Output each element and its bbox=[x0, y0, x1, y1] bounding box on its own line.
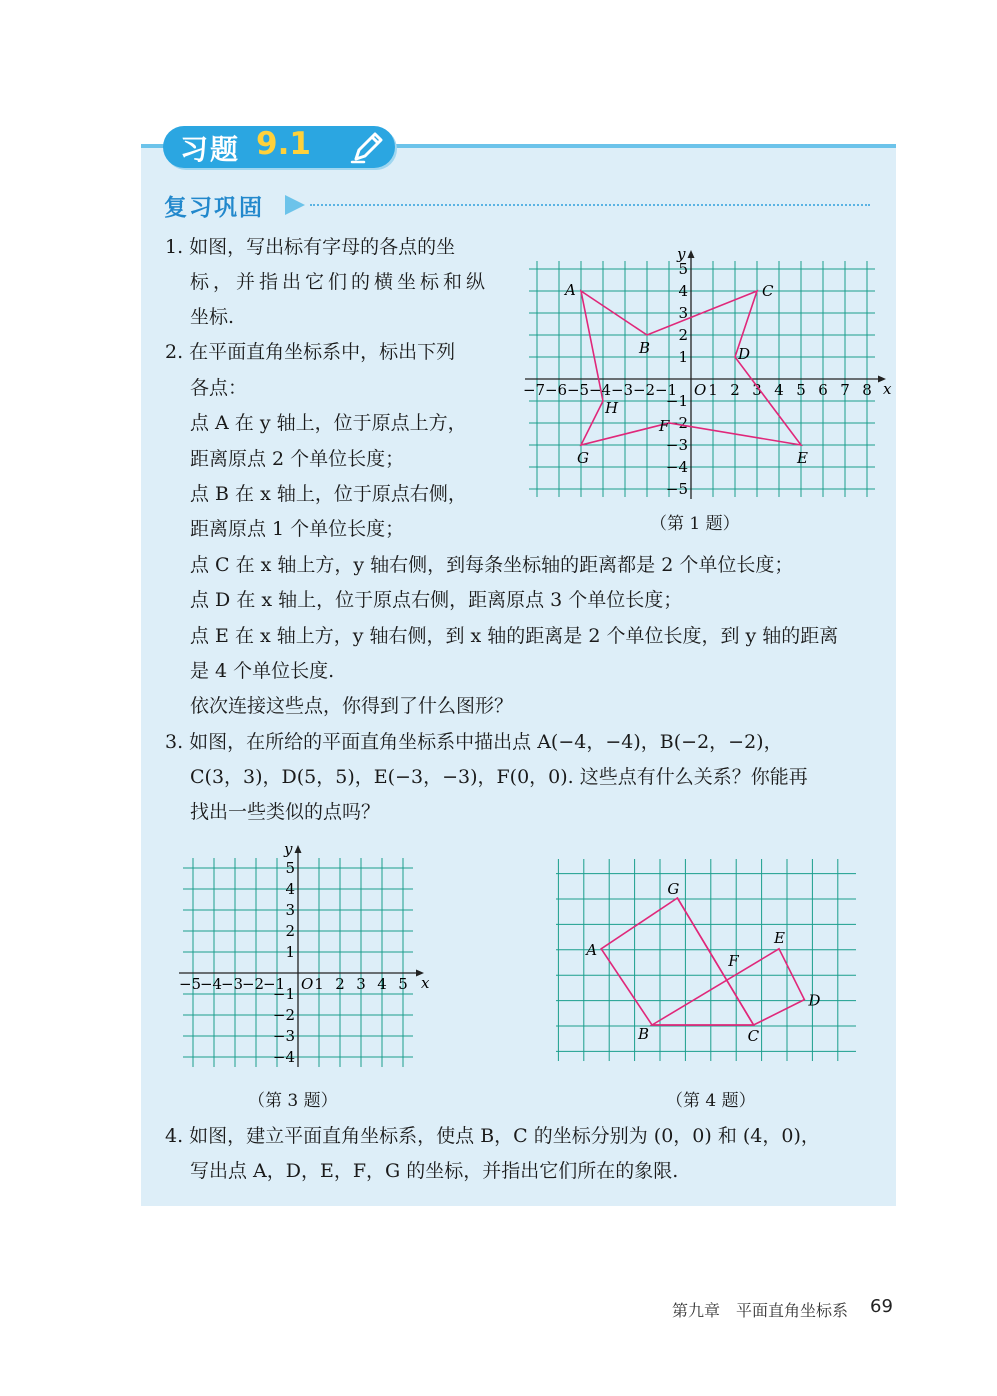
figure-1-caption: （第 1 题） bbox=[650, 514, 740, 534]
exercise-number: 9.1 bbox=[256, 126, 311, 162]
x-tick-label: −2 bbox=[241, 975, 265, 993]
y-tick-label: 5 bbox=[678, 260, 688, 278]
y-tick-label: 4 bbox=[285, 880, 295, 898]
point-label-d: D bbox=[738, 345, 751, 363]
point-label-f: F bbox=[659, 417, 670, 435]
x-tick-label: 4 bbox=[377, 975, 387, 993]
problem-2-line-4: 距离原点 2 个单位长度； bbox=[190, 448, 405, 470]
y-tick-label: −4 bbox=[665, 458, 688, 476]
y-tick-label: −1 bbox=[272, 985, 295, 1003]
point-label-f: F bbox=[728, 952, 739, 971]
problem-2-line-2: 各点： bbox=[190, 377, 248, 399]
point-label-c: C bbox=[747, 1027, 760, 1045]
figure-4-caption: （第 4 题） bbox=[666, 1091, 756, 1111]
point-label-e: E bbox=[774, 928, 785, 947]
problem-2-line-5: 点 B 在 x 轴上，位于原点右侧， bbox=[190, 483, 467, 505]
y-axis-label: y bbox=[677, 245, 686, 263]
y-tick-label: −4 bbox=[272, 1048, 295, 1066]
problem-3-line-2: C(3，3)，D(5，5)，E(−3，−3)，F(0，0). 这些点有什么关系？你能再 bbox=[190, 766, 808, 788]
point-label-d: D bbox=[808, 991, 821, 1010]
footer-chapter: 第九章 平面直角坐标系 bbox=[672, 1301, 849, 1320]
point-label-h: H bbox=[605, 399, 619, 417]
point-label-e: E bbox=[797, 449, 808, 467]
figure-3-coordinate-plane bbox=[178, 838, 438, 1070]
point-label-b: B bbox=[639, 339, 651, 357]
y-tick-label: −2 bbox=[272, 1006, 295, 1024]
x-tick-label: 6 bbox=[818, 381, 828, 399]
x-tick-label: −6 bbox=[544, 381, 568, 399]
exercise-label: 习题 bbox=[180, 133, 241, 166]
x-tick-label: 4 bbox=[774, 381, 784, 399]
y-tick-label: −3 bbox=[272, 1027, 295, 1045]
y-tick-label: 1 bbox=[678, 348, 688, 366]
point-label-c: C bbox=[762, 282, 774, 300]
x-tick-label: 5 bbox=[796, 381, 806, 399]
y-tick-label: 1 bbox=[285, 943, 295, 961]
x-tick-label: −1 bbox=[654, 381, 678, 399]
x-tick-label: 3 bbox=[356, 975, 366, 993]
page-number: 69 bbox=[870, 1296, 893, 1317]
origin-label: O bbox=[694, 381, 707, 399]
problem-2-line-11: 依次连接这些点，你得到了什么图形？ bbox=[190, 695, 514, 717]
x-tick-label: −1 bbox=[262, 975, 286, 993]
problem-1-line-3: 坐标. bbox=[190, 306, 235, 328]
section-divider bbox=[310, 204, 870, 206]
x-tick-label: −2 bbox=[632, 381, 656, 399]
figure-3-caption: （第 3 题） bbox=[248, 1091, 338, 1111]
y-axis-label: y bbox=[284, 840, 293, 858]
x-tick-label: 2 bbox=[730, 381, 740, 399]
y-tick-label: 2 bbox=[678, 326, 688, 344]
y-tick-label: 4 bbox=[678, 282, 688, 300]
problem-3-line-3: 找出一些类似的点吗？ bbox=[190, 801, 381, 823]
x-tick-label: 1 bbox=[314, 975, 324, 993]
x-tick-label: 7 bbox=[840, 381, 850, 399]
y-tick-label: −5 bbox=[665, 480, 688, 498]
point-label-g: G bbox=[577, 449, 589, 467]
point-label-b: B bbox=[638, 1025, 650, 1043]
y-tick-label: 3 bbox=[285, 901, 295, 919]
figure-4-grid-figure bbox=[550, 855, 860, 1065]
problem-1-line-1: 1. 如图，写出标有字母的各点的坐 bbox=[165, 236, 456, 258]
problem-2-line-9: 点 E 在 x 轴上方，y 轴右侧，到 x 轴的距离是 2 个单位长度，到 y 轴的距离 bbox=[190, 625, 839, 647]
point-label-a: A bbox=[565, 281, 576, 299]
x-tick-label: −5 bbox=[178, 975, 202, 993]
x-tick-label: −3 bbox=[610, 381, 634, 399]
origin-label: O bbox=[301, 975, 314, 993]
problem-2-line-6: 距离原点 1 个单位长度； bbox=[190, 518, 405, 540]
y-tick-label: 5 bbox=[285, 859, 295, 877]
problem-2-line-7: 点 C 在 x 轴上方，y 轴右侧，到每条坐标轴的距离都是 2 个单位长度； bbox=[190, 554, 794, 576]
x-tick-label: 5 bbox=[398, 975, 408, 993]
point-label-a: A bbox=[586, 940, 598, 959]
x-tick-label: −7 bbox=[522, 381, 546, 399]
x-tick-label: −4 bbox=[199, 975, 223, 993]
y-tick-label: −1 bbox=[665, 392, 688, 410]
y-tick-label: 2 bbox=[285, 922, 295, 940]
y-tick-label: −3 bbox=[665, 436, 688, 454]
x-axis-label: x bbox=[883, 380, 892, 398]
y-tick-label: 3 bbox=[678, 304, 688, 322]
segment-gc bbox=[677, 898, 753, 1025]
x-axis-label: x bbox=[421, 974, 430, 992]
x-tick-label: 8 bbox=[862, 381, 872, 399]
x-tick-label: 1 bbox=[708, 381, 718, 399]
problem-4-line-2: 写出点 A，D，E，F，G 的坐标，并指出它们所在的象限. bbox=[190, 1160, 679, 1182]
play-arrow-icon bbox=[283, 193, 307, 217]
x-tick-label: −3 bbox=[220, 975, 244, 993]
problem-2-line-3: 点 A 在 y 轴上，位于原点上方， bbox=[190, 412, 467, 434]
x-tick-label: 3 bbox=[752, 381, 762, 399]
problem-2-line-8: 点 D 在 x 轴上，位于原点右侧，距离原点 3 个单位长度； bbox=[190, 589, 683, 611]
problem-3-line-1: 3. 如图，在所给的平面直角坐标系中描出点 A(−4，−4)，B(−2，−2)， bbox=[165, 731, 783, 753]
y-axis-arrow bbox=[295, 845, 302, 853]
section-title: 复习巩固 bbox=[164, 195, 264, 221]
point-label-g: G bbox=[667, 880, 680, 898]
x-tick-label: −5 bbox=[566, 381, 590, 399]
x-tick-label: −4 bbox=[588, 381, 612, 399]
problem-2-line-1: 2. 在平面直角坐标系中，标出下列 bbox=[165, 341, 456, 363]
problem-2-line-10: 是 4 个单位长度. bbox=[190, 660, 335, 682]
pencil-icon bbox=[350, 129, 386, 165]
figure-1-coordinate-plane bbox=[510, 236, 900, 511]
problem-4-line-1: 4. 如图，建立平面直角坐标系，使点 B，C 的坐标分别为 (0，0) 和 (4，0)， bbox=[165, 1125, 820, 1147]
x-tick-label: 2 bbox=[335, 975, 345, 993]
y-axis-arrow bbox=[688, 250, 695, 258]
y-tick-label: −2 bbox=[665, 414, 688, 432]
problem-1-line-2: 标，并指出它们的横坐标和纵 bbox=[190, 271, 490, 293]
